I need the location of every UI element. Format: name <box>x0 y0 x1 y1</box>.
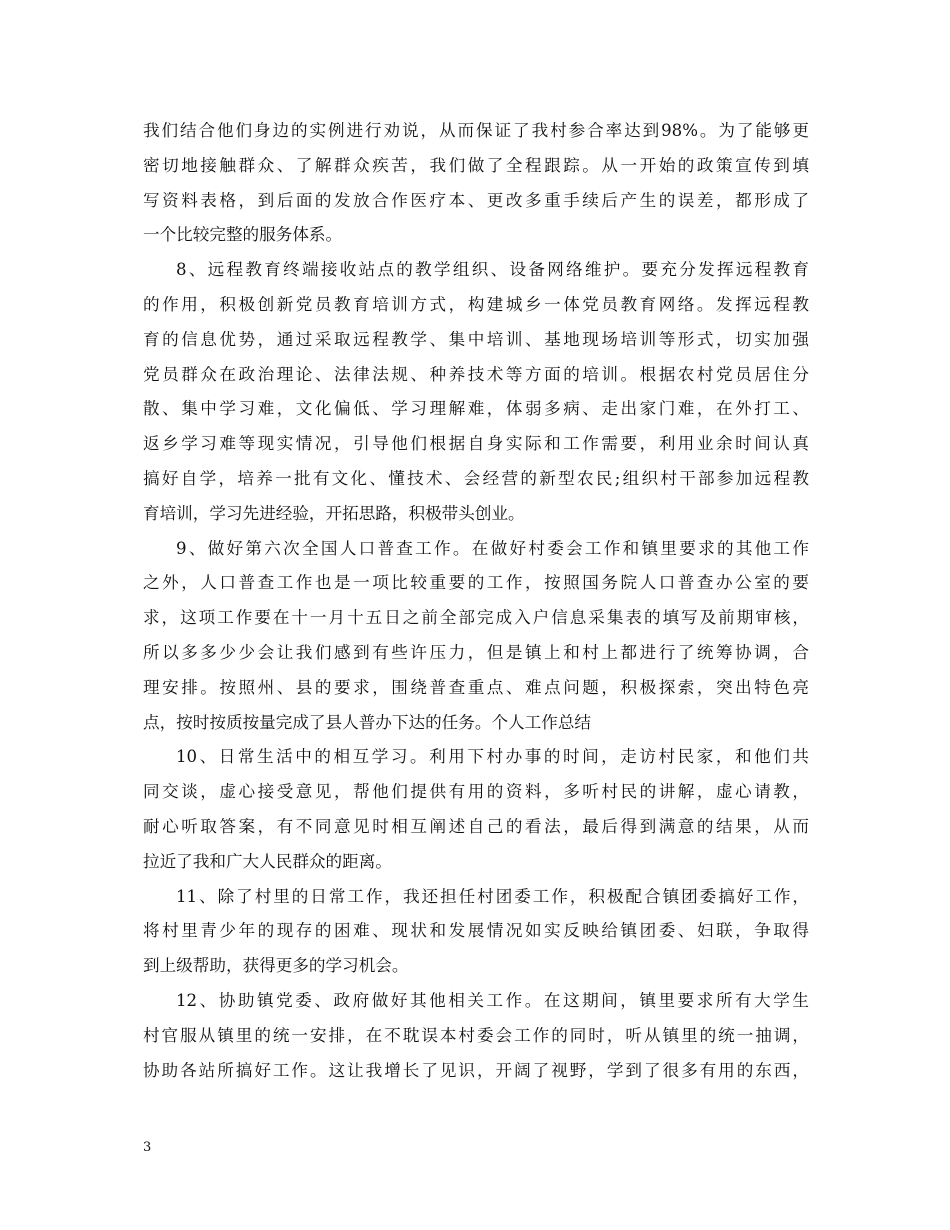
text-line: 一个比较完整的服务体系。 <box>143 225 343 245</box>
text-line: 求，这项工作要在十一月十五日之前全部完成入户信息采集表的填写及前期审核， <box>143 608 809 628</box>
text-line: 党员群众在政治理论、法律法规、种养技术等方面的培训。根据农村党员居住分 <box>143 364 809 384</box>
text-line: 搞好自学，培养一批有文化、懂技术、会经营的新型农民;组织村干部参加远程教 <box>143 468 809 488</box>
text-line: 8、远程教育终端接收站点的教学组织、设备网络维护。要充分发挥远程教育 <box>176 260 809 280</box>
text-line: 育培训，学习先进经验，开拓思路，积极带头创业。 <box>143 503 525 523</box>
text-line: 村官服从镇里的统一安排，在不耽误本村委会工作的同时，听从镇里的统一抽调， <box>143 1025 809 1045</box>
text-line: 11、除了村里的日常工作，我还担任村团委工作，积极配合镇团委搞好工作， <box>176 886 809 906</box>
text-line: 散、集中学习难，文化偏低、学习理解难，体弱多病、走出家门难，在外打工、 <box>143 399 809 419</box>
text-line: 所以多多少少会让我们感到有些许压力，但是镇上和村上都进行了统筹协调，合 <box>143 642 809 662</box>
text-line: 10、日常生活中的相互学习。利用下村办事的时间，走访村民家，和他们共 <box>176 747 809 767</box>
text-line: 理安排。按照州、县的要求，围绕普查重点、难点问题，积极探索，突出特色亮 <box>143 677 809 697</box>
text-line: 密切地接触群众、了解群众疾苦，我们做了全程跟踪。从一开始的政策宣传到填 <box>143 155 809 175</box>
text-line: 我们结合他们身边的实例进行劝说，从而保证了我村参合率达到98%。为了能够更 <box>143 121 809 140</box>
text-line: 返乡学习难等现实情况，引导他们根据自身实际和工作需要，利用业余时间认真 <box>143 434 809 454</box>
text-line: 耐心听取答案，有不同意见时相互阐述自己的看法，最后得到满意的结果，从而 <box>143 816 809 836</box>
text-line: 12、协助镇党委、政府做好其他相关工作。在这期间，镇里要求所有大学生 <box>176 990 809 1010</box>
document-body <box>143 114 809 1088</box>
text-line: 写资料表格，到后面的发放合作医疗本、更改多重手续后产生的误差，都形成了 <box>143 190 809 210</box>
text-line: 点，按时按质按量完成了县人普办下达的任务。个人工作总结 <box>143 712 592 732</box>
text-line: 之外，人口普查工作也是一项比较重要的工作，按照国务院人口普查办公室的要 <box>143 573 809 593</box>
text-line: 9、做好第六次全国人口普查工作。在做好村委会工作和镇里要求的其他工作 <box>176 538 809 558</box>
text-line: 拉近了我和广大人民群众的距离。 <box>143 851 392 871</box>
text-line: 将村里青少年的现存的困难、现状和发展情况如实反映给镇团委、妇联，争取得 <box>143 921 809 941</box>
text-line: 育的信息优势，通过采取远程教学、集中培训、基地现场培训等形式，切实加强 <box>143 329 809 349</box>
text-line: 到上级帮助，获得更多的学习机会。 <box>143 956 409 976</box>
text-line: 的作用，积极创新党员教育培训方式，构建城乡一体党员教育网络。发挥远程教 <box>143 294 809 314</box>
text-line: 协助各站所搞好工作。这让我增长了见识，开阔了视野，学到了很多有用的东西， <box>143 1060 809 1080</box>
page-number: 3 <box>143 1140 152 1155</box>
text-line: 同交谈，虚心接受意见，帮他们提供有用的资料，多听村民的讲解，虚心请教， <box>143 782 809 802</box>
